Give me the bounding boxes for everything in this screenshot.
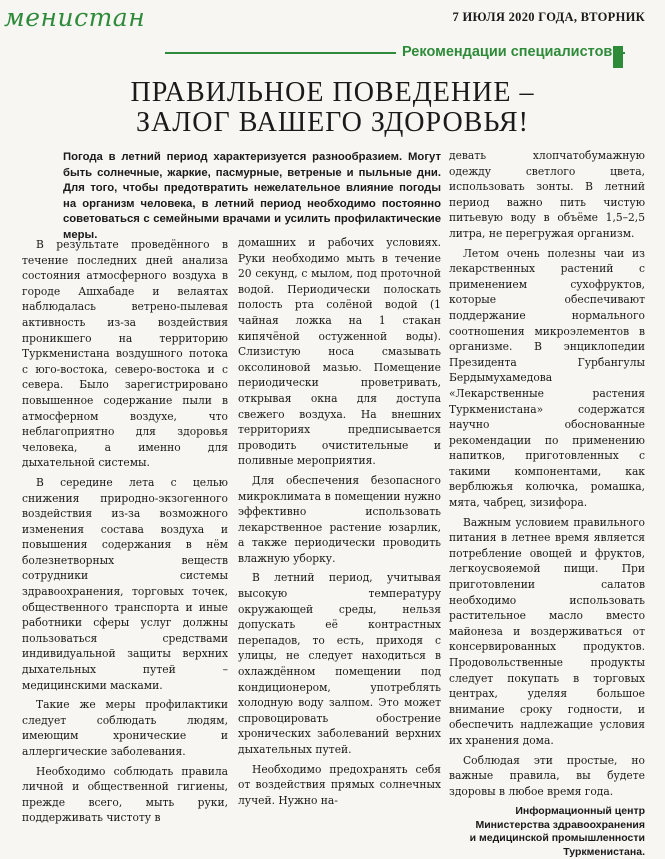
article-column-3 (449, 148, 645, 859)
paragraph: Необходимо предохранять себя от воздействия прямых солнечных лучей. Нужно на- (238, 762, 441, 807)
newspaper-brand: менистан (4, 3, 146, 32)
article-signature (449, 805, 645, 859)
article-column-1 (22, 237, 228, 830)
masthead (0, 0, 665, 40)
paragraph: Для обеспечения безопасного микроклимата в помещении нужно эффективно использовать лекарственное растение юзарлик, а также периодически проводить влажную уборку. (238, 473, 441, 565)
paragraph: домашних и рабочих условиях. Руки необходимо мыть в течение 20 секунд, с мылом, под проточной водой. Периодически полоскать полость рта солёной водой (1 чайная ложка на 1 стакан кипячёной остуженной воды). Слизистую носа смазывать оксолиновой мазью. Помещение периодически проветривать, открывая окна для доступа свежего воздуха. На внешних территориях предписывается проводить очистительные и поливные мероприятия. (238, 236, 441, 468)
paragraph: Такие же меры профилактики следует соблюдать людям, имеющим хронические и аллергические заболевания. (22, 698, 228, 758)
paragraph: В середине лета с целью снижения природно-экзогенного воздействия из-за возможного изменения состава воздуха и повышения содержания в нём болезнетворных веществ сотрудники системы здравоохранения, торговых точек, общественного транспорта и иные работники сферы услуг должны пользоваться средствами индивидуальной защиты верхних дыхательных путей – медицинскими масками. (22, 475, 228, 692)
headline-line-1: ПРАВИЛЬНОЕ ПОВЕДЕНИЕ – (130, 77, 535, 108)
article-column-2 (238, 235, 441, 812)
paragraph: В результате проведённого в течение последних дней анализа состояния атмосферного воздуха в городе Ашхабаде и велаятах наблюдалась ветрено-пылевая активность из-за воздействия проникшего на территорию Туркменистана воздушного потока с юго-востока, северо-востока и с севера. Было зарегистрировано повышенное содержание пыли в атмосферном воздухе, что неблагоприятно для здоровья человека, а именно для дыхательной системы. (22, 238, 228, 470)
paragraph: Необходимо соблюдать правила личной и общественной гигиены, прежде всего, мыть руки, поддерживать чистоту в (22, 764, 228, 825)
paragraph: В летний период, учитывая высокую температуру окружающей среды, нельзя допускать её контрастных перепадов, то есть, приходя с улицы, не следует находиться в охлаждённом помещении под кондиционером, употреблять холодную воду залпом. Это может спровоцировать обострение хронических заболеваний верхних дыхательных путей. (238, 571, 441, 756)
paragraph: Соблюдая эти простые, но важные правила, вы будете здоровы в любое время года. (449, 753, 645, 798)
rubric-label: Рекомендации специалистов (396, 44, 616, 60)
signature-line: Туркменистана. (563, 845, 645, 858)
paragraph: девать хлопчатобумажную одежду светлого цвета, использовать зонты. В летний период важно пить чистую питьевую воду в объёме 1,5–2,5 литра, не перегружая организм. (449, 149, 645, 240)
article-headline (40, 78, 625, 138)
rubric-accent-bar (613, 46, 623, 68)
signature-line: Информационный центр (515, 805, 645, 818)
paragraph: Летом очень полезны чаи из лекарственных растений с применением сухофруктов, которые обеспечивают поддержание нормального соотношения микроэлементов в организме. В энциклопедии Президента Гурбангулы Бердымухамедова «Лекарственные растения Туркменистана» содержатся научно обоснованные рекомендации по применению напитков, приготовленных с такими компонентами, как верблюжья колючка, ромашка, мята, чабрец, зизифора. (449, 246, 645, 510)
paragraph: Важным условием правильного питания в летнее время является потребление овощей и фруктов, легкоусвояемой пищи. При приготовлении салатов необходимо использовать растительное масло вместо майонеза и воздерживаться от консервированных продуктов. Продовольственные продукты следует покупать в торговых центрах, уделяя большое внимание сроку годности, и обеспечить надлежащие условия их хранения дома. (449, 515, 645, 747)
issue-date: 7 ИЮЛЯ 2020 ГОДА, ВТОРНИК (452, 10, 645, 24)
article-lead: Погода в летний период характеризуется разнообразием. Могут быть солнечные, жаркие, пасмурные, ветреные и пыльные дни. Для того, чтобы предотвратить нежелательное влияние погоды на организм человека, в летний период необходимо постоянно советоваться с семейными врачами и усилить профилактические меры. (63, 151, 441, 241)
headline-line-2: ЗАЛОГ ВАШЕГО ЗДОРОВЬЯ! (136, 107, 529, 138)
signature-line: Министерства здравоохранения (475, 818, 645, 831)
signature-line: и медицинской промышленности (469, 832, 645, 845)
